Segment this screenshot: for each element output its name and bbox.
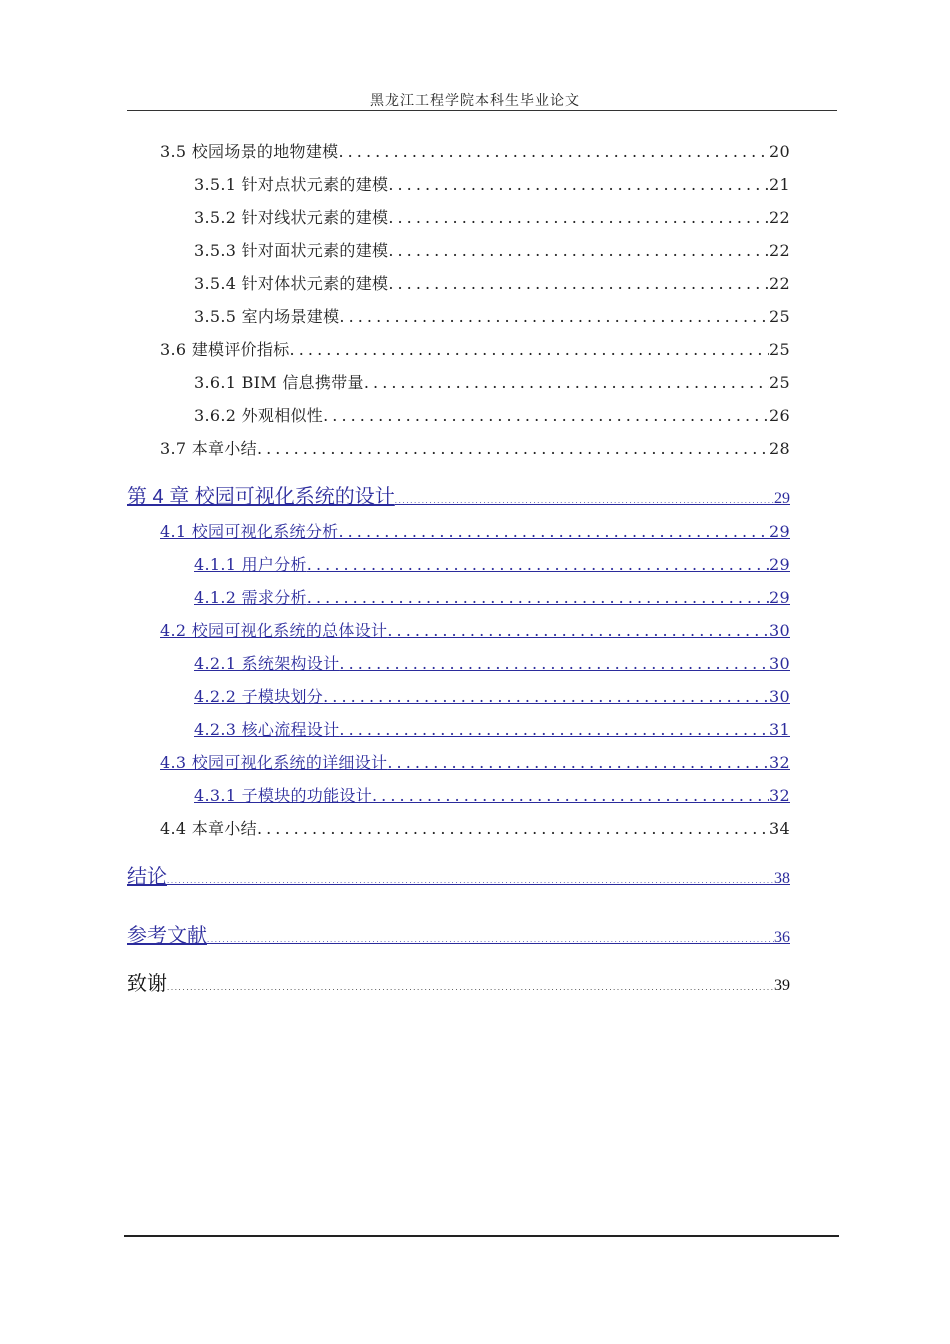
toc-label: 3.5.4 针对体状元素的建模	[194, 274, 389, 293]
toc-page: 30	[769, 654, 790, 673]
dot-leader	[338, 522, 769, 541]
toc-entry-3-6-2	[194, 403, 790, 426]
toc-page: 25	[769, 307, 790, 326]
dot-leader	[388, 241, 769, 260]
dot-leader	[323, 406, 769, 425]
dot-leader	[339, 307, 769, 326]
toc-entry-3-6-1	[194, 370, 790, 393]
toc-entry-3-5-1	[194, 172, 790, 195]
toc-label: 参考文献	[127, 925, 207, 947]
toc-label: 3.5 校园场景的地物建模	[160, 142, 339, 161]
dot-leader	[307, 555, 769, 574]
toc-page: 38	[774, 870, 790, 887]
toc-link-4-1[interactable]	[160, 519, 790, 542]
toc-label: 4.2.1 系统架构设计	[194, 654, 340, 673]
toc-label: 结论	[127, 866, 167, 888]
toc-page: 39	[774, 977, 790, 994]
toc-entry-3-5	[160, 139, 790, 162]
toc-page: 26	[769, 406, 790, 425]
toc-page: 30	[769, 621, 790, 640]
toc-link-chapter-4[interactable]	[127, 480, 790, 509]
toc-label: 4.1.2 需求分析	[194, 588, 307, 607]
toc-label: 3.6.1 BIM 信息携带量	[194, 373, 364, 392]
toc-link-4-2-3[interactable]	[194, 717, 790, 740]
toc-label: 3.5.5 室内场景建模	[194, 307, 340, 326]
dot-leader	[307, 588, 769, 607]
toc-entry-3-5-4	[194, 271, 790, 294]
dot-leader	[387, 621, 769, 640]
toc-page: 29	[769, 588, 790, 607]
toc-label: 4.3.1 子模块的功能设计	[194, 786, 372, 805]
dot-leader	[167, 876, 774, 885]
toc-page: 29	[769, 522, 790, 541]
toc-entry-3-7	[160, 436, 790, 459]
toc-page: 22	[769, 241, 790, 260]
toc-label: 3.7 本章小结	[160, 439, 257, 458]
toc-label: 4.2.2 子模块划分	[194, 687, 324, 706]
dot-leader	[338, 142, 769, 161]
toc-label: 4.1.1 用户分析	[194, 555, 307, 574]
toc-page: 34	[769, 819, 790, 838]
toc-label: 3.5.3 针对面状元素的建模	[194, 241, 389, 260]
dot-leader	[339, 720, 769, 739]
toc-label: 4.3 校园可视化系统的详细设计	[160, 753, 388, 772]
toc-page: 31	[769, 720, 790, 739]
dot-leader	[388, 208, 769, 227]
dot-leader	[167, 983, 774, 992]
toc-link-4-3-1[interactable]	[194, 783, 790, 806]
dot-leader	[257, 819, 769, 838]
dot-leader	[364, 373, 769, 392]
toc-label: 致谢	[127, 973, 167, 995]
toc-entry-acknowledgements	[127, 967, 790, 996]
toc-page: 21	[769, 175, 790, 194]
toc-page: 20	[769, 142, 790, 161]
toc-label: 3.6 建模评价指标	[160, 340, 290, 359]
toc-entry-4-4	[160, 816, 790, 839]
dot-leader	[395, 496, 774, 505]
toc-link-4-2-2[interactable]	[194, 684, 790, 707]
toc-page: 29	[769, 555, 790, 574]
toc-label: 3.5.2 针对线状元素的建模	[194, 208, 389, 227]
toc-page: 32	[769, 786, 790, 805]
toc-link-references[interactable]	[127, 919, 790, 948]
dot-leader	[290, 340, 769, 359]
toc-label: 4.1 校园可视化系统分析	[160, 522, 339, 541]
toc-link-4-2[interactable]	[160, 618, 790, 641]
toc-page: 32	[769, 753, 790, 772]
toc-label: 4.2 校园可视化系统的总体设计	[160, 621, 388, 640]
toc-link-conclusion[interactable]	[127, 860, 790, 889]
toc-link-4-2-1[interactable]	[194, 651, 790, 674]
running-header: 黑龙江工程学院本科生毕业论文	[370, 93, 580, 109]
dot-leader	[323, 687, 769, 706]
toc-label: 3.6.2 外观相似性	[194, 406, 324, 425]
toc-link-4-1-1[interactable]	[194, 552, 790, 575]
toc-page: 22	[769, 274, 790, 293]
dot-leader	[388, 175, 769, 194]
toc-link-4-3[interactable]	[160, 750, 790, 773]
toc-entry-3-6	[160, 337, 790, 360]
dot-leader	[388, 274, 769, 293]
toc-page: 25	[769, 340, 790, 359]
footer-divider	[124, 1235, 839, 1237]
toc-page: 29	[774, 490, 790, 507]
toc-label: 4.4 本章小结	[160, 819, 257, 838]
dot-leader	[387, 753, 769, 772]
dot-leader	[207, 935, 774, 944]
toc-entry-3-5-2	[194, 205, 790, 228]
toc-page: 28	[769, 439, 790, 458]
toc-page: 36	[774, 929, 790, 946]
dot-leader	[372, 786, 769, 805]
toc-label: 第 4 章 校园可视化系统的设计	[127, 486, 395, 508]
toc-entry-3-5-5	[194, 304, 790, 327]
toc-label: 4.2.3 核心流程设计	[194, 720, 340, 739]
dot-leader	[339, 654, 769, 673]
dot-leader	[257, 439, 769, 458]
toc-link-4-1-2[interactable]	[194, 585, 790, 608]
toc-entry-3-5-3	[194, 238, 790, 261]
toc-label: 3.5.1 针对点状元素的建模	[194, 175, 389, 194]
toc-page: 22	[769, 208, 790, 227]
toc-page: 25	[769, 373, 790, 392]
toc-page: 30	[769, 687, 790, 706]
